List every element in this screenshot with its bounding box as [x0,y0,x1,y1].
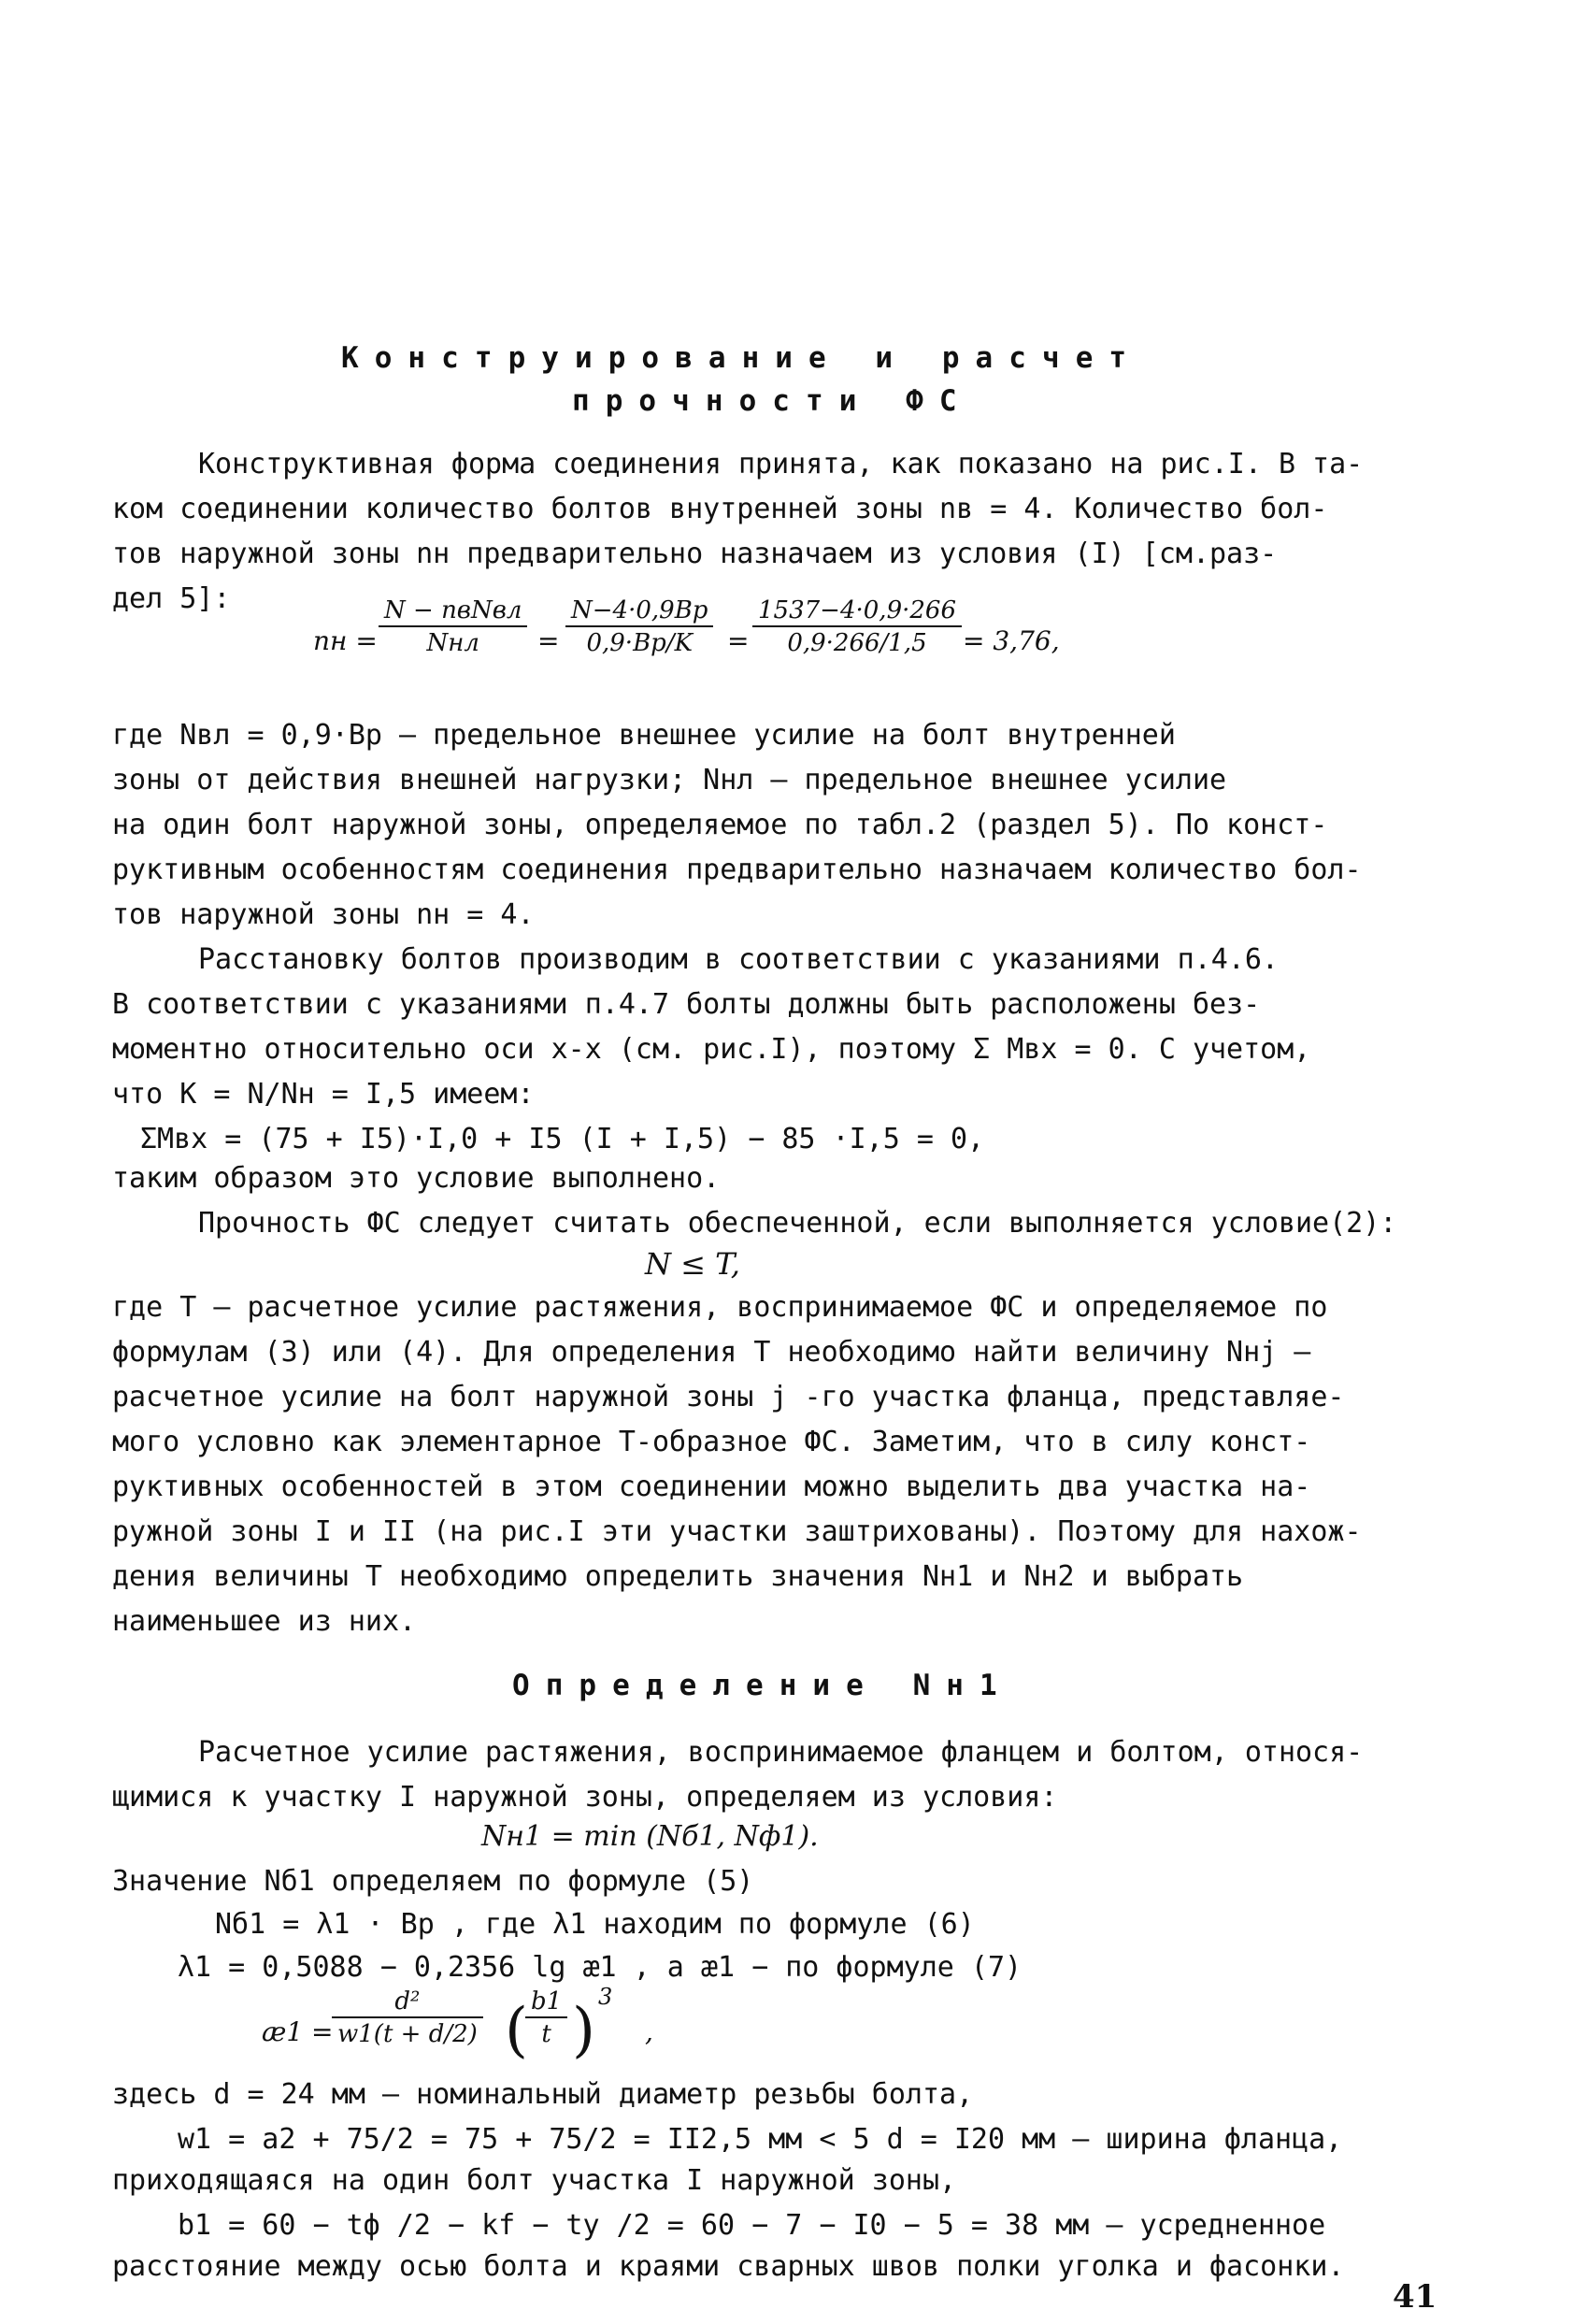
fraction [332,1989,483,2046]
formula-condition: N ≤ T, [645,1246,740,1282]
paragraph-line: Расстановку болтов производим в соответствии с указаниями п.4.6. [198,943,1279,976]
fraction-numerator: 1537−4·0,9·266 [752,598,962,627]
right-parenthesis: ) [572,1996,595,2065]
formula-line: Nб1 = λ1 · Bр , где λ1 находим по формуле (6) [215,1908,975,1941]
paragraph-line: ком соединении количество болтов внутренней зоны nв = 4. Количество бол- [112,493,1328,525]
paragraph-line: расчетное усилие на болт наружной зоны j -го участка фланца, представляе- [112,1381,1345,1413]
paragraph-line: дел 5]: [112,582,231,615]
paragraph-line: В соответствии с указаниями п.4.7 болты должны быть расположены без- [112,988,1261,1021]
paragraph-line: расстояние между осью болта и краями сварных швов полки уголка и фасонки. [112,2250,1345,2283]
paragraph-line: Значение Nб1 определяем по формуле (5) [112,1865,754,1898]
paragraph-line: зоны от действия внешней нагрузки; Nнл – предельное внешнее усилие [112,764,1227,796]
paragraph-line: руктивным особенностям соединения предварительно назначаем количество бол- [112,854,1362,886]
subsection-heading: Определение Nн1 [512,1669,1013,1702]
paragraph-line: ружной зоны I и II (на рис.I эти участки заштрихованы). Поэтому для нахож- [112,1515,1362,1548]
formula-result: = 3,76, [963,625,1060,656]
paragraph-line: что К = N/Nн = I,5 имеем: [112,1078,535,1111]
fraction-denominator: 0,9·266/1,5 [787,629,927,657]
paragraph-line: приходящаяся на один болт участка I наружной зоны, [112,2164,957,2197]
paragraph-line: Расчетное усилие растяжения, воспринимаемое фланцем и болтом, относя- [198,1736,1364,1769]
paragraph-line: тов наружной зоны nн = 4. [112,898,535,931]
fraction-numerator: N−4·0,9Bр [565,598,713,627]
paragraph-line: дения величины Т необходимо определить значения Nн1 и Nн2 и выбрать [112,1560,1244,1593]
formula-min: Nн1 = min (Nб1, Nф1). [481,1820,819,1853]
formula-line: λ1 = 0,5088 − 0,2356 lg æ1 , а æ1 − по формуле (7) [178,1951,1022,1984]
paragraph-line: где Nвл = 0,9·Bр – предельное внешнее усилие на болт внутренней [112,719,1176,752]
fraction [379,598,527,655]
equals-sign: = [727,625,750,656]
paragraph-line: Конструктивная форма соединения принята, как показано на рис.I. В та- [198,448,1364,481]
paragraph-line: тов наружной зоны nн предварительно назначаем из условия (I) [см.раз- [112,538,1278,570]
formula-moment: ΣMвх = (75 + I5)·I,0 + I5 (I + I,5) − 85 ·I,5 = 0, [140,1123,985,1155]
fraction [752,598,962,655]
fraction-denominator: Nнл [426,629,479,657]
paragraph-line: мого условно как элементарное Т-образное ФС. Заметим, что в силу конст- [112,1426,1311,1458]
formula-lhs: nн = [313,625,378,656]
fraction-numerator: b1 [525,1989,567,2018]
paragraph-line: b1 = 60 − tф /2 − kf − ty /2 = 60 − 7 − I0 − 5 = 38 мм – усредненное [178,2209,1326,2242]
paragraph-line: где Т – расчетное усилие растяжения, воспринимаемое ФС и определяемое по [112,1291,1328,1324]
formula-tail: , [645,2016,653,2047]
page-number: 41 [1393,2278,1437,2316]
paragraph-line: здесь d = 24 мм – номинальный диаметр резьбы болта, [112,2078,974,2111]
fraction-denominator: w1(t + d/2) [337,2020,478,2048]
fraction-numerator: d² [332,1989,483,2018]
fraction-numerator: N − nвNвл [379,598,527,627]
section-heading-line2: прочности ФС [572,384,973,418]
paragraph-line: руктивных особенностей в этом соединении можно выделить два участка на- [112,1470,1311,1503]
paragraph-line: на один болт наружной зоны, определяемое по табл.2 (раздел 5). По конст- [112,809,1328,841]
fraction [565,598,713,655]
paragraph-line: наименьшее из них. [112,1605,417,1638]
equals-sign: = [537,625,560,656]
formula-lhs: æ1 = [262,2016,334,2047]
fraction-denominator: t [541,2020,551,2048]
left-parenthesis: ( [505,1996,528,2065]
paragraph-line: таким образом это условие выполнено. [112,1162,721,1195]
paragraph-line: Прочность ФС следует считать обеспеченной, если выполняется условие(2): [198,1207,1397,1240]
paragraph-line: w1 = a2 + 75/2 = 75 + 75/2 = II2,5 мм < 5 d = I20 мм – ширина фланца, [178,2123,1343,2156]
exponent: 3 [598,1984,613,2010]
paragraph-line: щимися к участку I наружной зоны, определяем из условия: [112,1781,1058,1814]
fraction [525,1989,567,2046]
paragraph-line: моментно относительно оси х-х (см. рис.I), поэтому Σ Mвх = 0. С учетом, [112,1033,1311,1066]
section-heading-line1: Конструирование и расчет [341,341,1143,375]
fraction-denominator: 0,9·Bр/K [586,629,693,657]
paragraph-line: формулам (3) или (4). Для определения Т необходимо найти величину Nнj – [112,1336,1311,1369]
